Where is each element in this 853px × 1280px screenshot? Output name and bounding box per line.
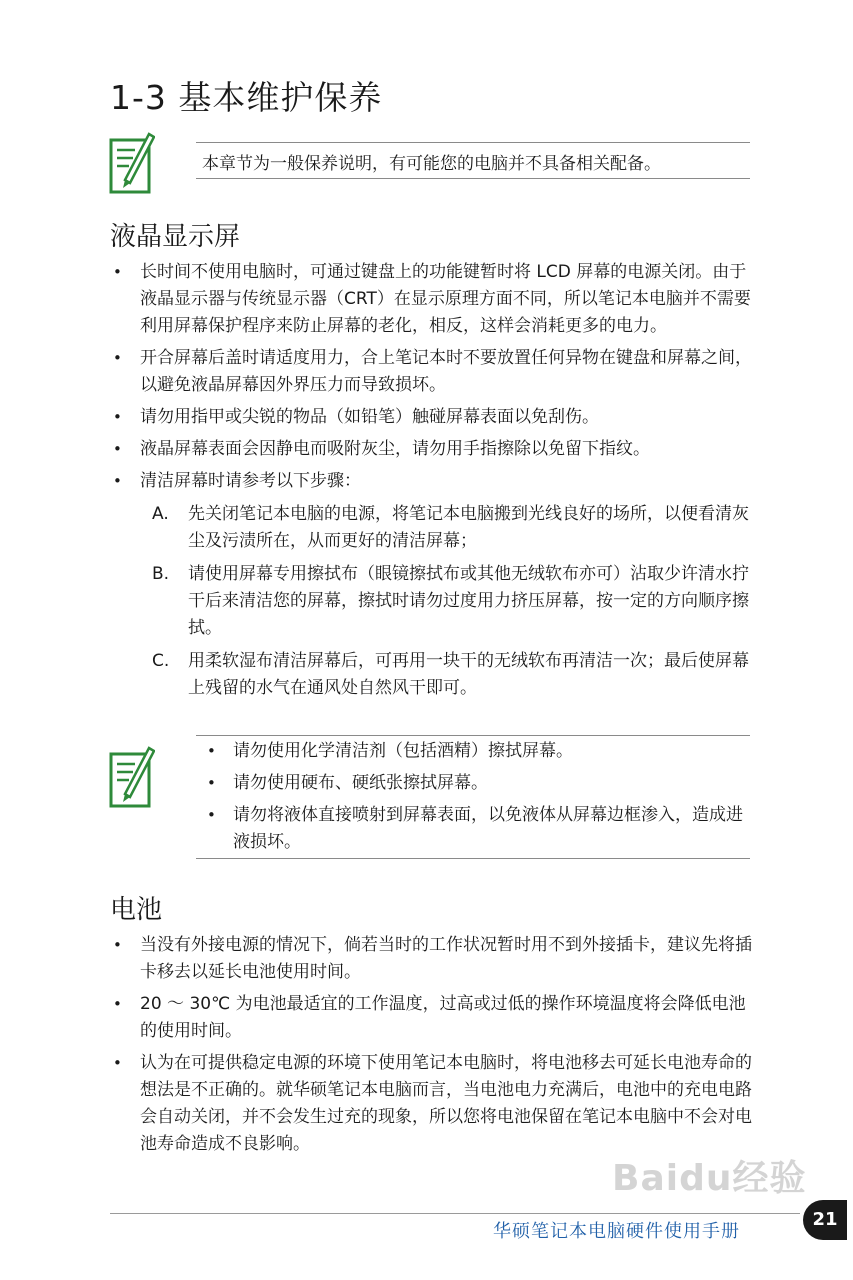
watermark-text: Baidu经验 bbox=[612, 1158, 807, 1199]
note-bottom-rule bbox=[196, 858, 750, 859]
note-pencil-icon bbox=[109, 744, 155, 808]
lcd-bullet-list bbox=[110, 259, 755, 708]
page-number: 21 bbox=[803, 1200, 847, 1240]
list-item: • 长时间不使用电脑时，可通过键盘上的功能键暂时将 LCD 屏幕的电源关闭。由于液晶显示器与传统显示器（CRT）在显示原理方面不同，所以笔记本电脑并不需要利用屏幕保护程序来防止屏幕的老化，相反，这样会消耗更多的电力。 bbox=[110, 259, 755, 340]
list-item: • 液晶屏幕表面会因静电而吸附灰尘，请勿用手指擦除以免留下指纹。 bbox=[110, 436, 755, 463]
footer-title: 华硕笔记本电脑硬件使用手册 bbox=[493, 1221, 740, 1242]
cleaning-steps bbox=[140, 501, 755, 702]
list-item: • 20 ～ 30℃ 为电池最适宜的工作温度，过高或过低的操作环境温度将会降低电池的使用时间。 bbox=[110, 991, 755, 1045]
step-item bbox=[140, 561, 755, 642]
steps-intro: 清洁屏幕时请参考以下步骤： bbox=[140, 471, 361, 491]
step-letter: B. bbox=[152, 564, 170, 584]
step-text: 请使用屏幕专用擦拭布（眼镜擦拭布或其他无绒软布亦可）沾取少许清水拧干后来清洁您的屏幕，擦拭时请勿过度用力挤压屏幕，按一定的方向顺序擦拭。 bbox=[188, 564, 749, 638]
step-text: 先关闭笔记本电脑的电源，将笔记本电脑搬到光线良好的场所，以便看清灰尘及污渍所在，从而更好的清洁屏幕； bbox=[188, 504, 749, 551]
note-bottom-rule bbox=[196, 178, 750, 179]
step-text: 用柔软湿布清洁屏幕后，可再用一块干的无绒软布再清洁一次；最后使屏幕上残留的水气在通风处自然风干即可。 bbox=[188, 651, 749, 698]
step-item bbox=[140, 648, 755, 702]
list-item: • 请勿用指甲或尖锐的物品（如铅笔）触碰屏幕表面以免刮伤。 bbox=[110, 404, 755, 431]
list-item: • 请勿使用化学清洁剂（包括酒精）擦拭屏幕。 bbox=[204, 738, 749, 765]
note-pencil-icon bbox=[109, 130, 155, 194]
step-letter: A. bbox=[152, 504, 169, 524]
list-item: • 开合屏幕后盖时请适度用力，合上笔记本时不要放置任何异物在键盘和屏幕之间，以避免液晶屏幕因外界压力而导致损坏。 bbox=[110, 345, 755, 399]
step-item bbox=[140, 501, 755, 555]
footer-rule bbox=[110, 1213, 800, 1214]
note-list bbox=[204, 738, 749, 861]
note-text: 本章节为一般保养说明，有可能您的电脑并不具备相关配备。 bbox=[202, 154, 661, 174]
list-item bbox=[110, 468, 755, 702]
note-top-rule bbox=[196, 735, 750, 736]
section-heading-lcd: 液晶显示屏 bbox=[110, 222, 241, 252]
watermark bbox=[612, 1150, 806, 1201]
step-letter: C. bbox=[152, 651, 170, 671]
page-title: 1-3 基本维护保养 bbox=[110, 78, 383, 117]
list-item: • 当没有外接电源的情况下，倘若当时的工作状况暂时用不到外接插卡，建议先将插卡移去以延长电池使用时间。 bbox=[110, 932, 755, 986]
list-item: • 认为在可提供稳定电源的环境下使用笔记本电脑时，将电池移去可延长电池寿命的想法是不正确的。就华硕笔记本电脑而言，当电池电力充满后，电池中的充电电路会自动关闭，并不会发生过充的现象，所以您将电池保留在笔记本电脑中不会对电池寿命造成不良影响。 bbox=[110, 1050, 755, 1158]
note-top-rule bbox=[196, 142, 750, 143]
section-heading-battery: 电池 bbox=[110, 895, 163, 925]
list-item: • 请勿使用硬布、硬纸张擦拭屏幕。 bbox=[204, 770, 749, 797]
battery-bullet-list bbox=[110, 932, 755, 1163]
list-item: • 请勿将液体直接喷射到屏幕表面，以免液体从屏幕边框渗入，造成进液损坏。 bbox=[204, 802, 749, 856]
